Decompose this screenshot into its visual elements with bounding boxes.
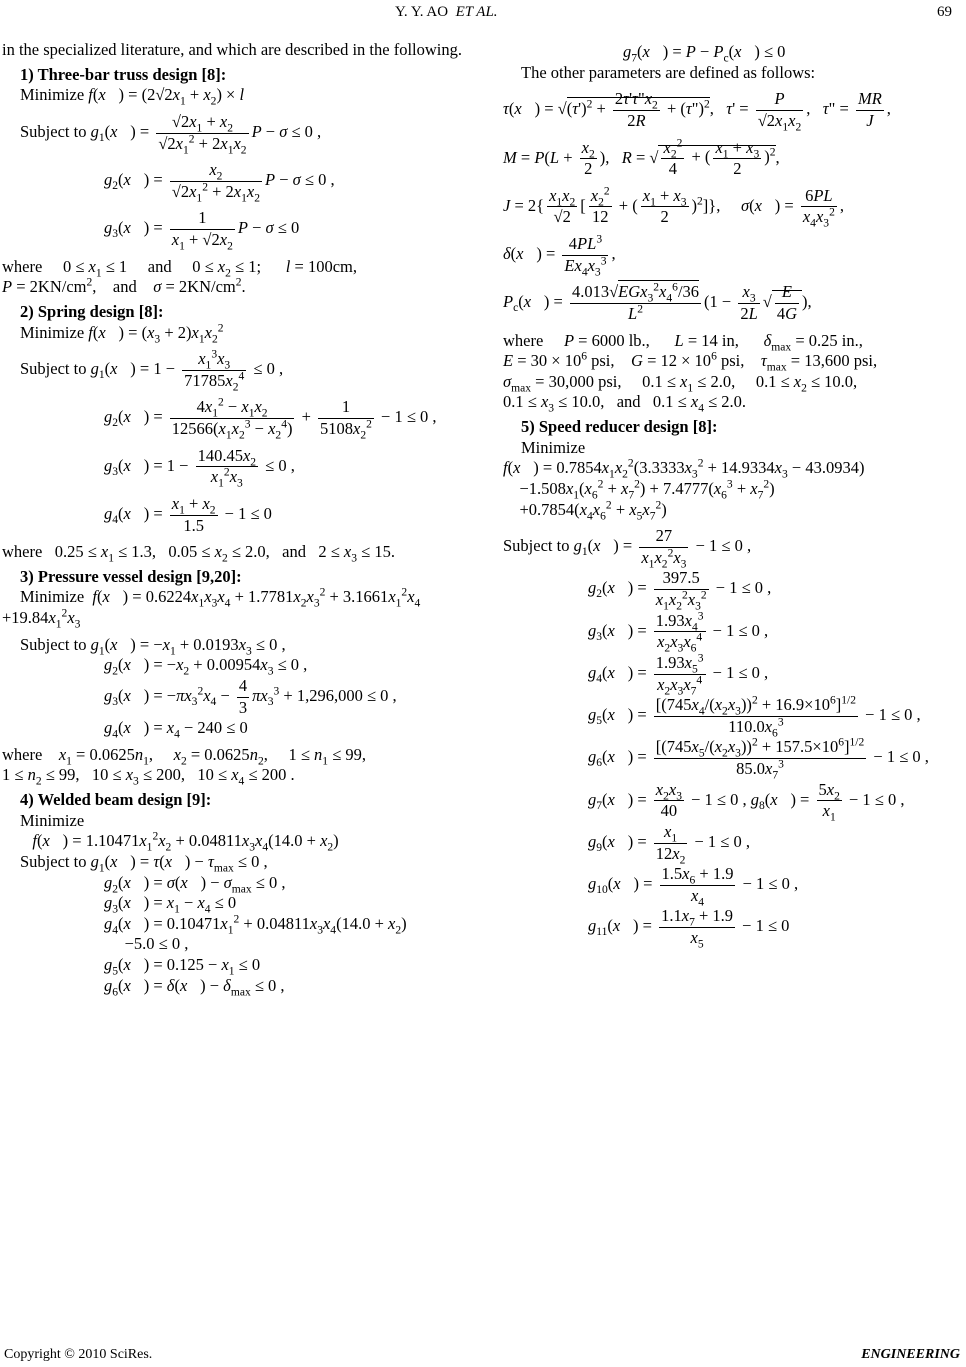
equation: $g_2(x⃗) = -x_2 + 0.00954x_3 \le 0$ , [104,655,308,678]
equation: f(x⃗) = $1.10471x_1^2x_2 + 0.04811x_3x_4(14.0 + x_2)$ [32,830,339,854]
intro-paragraph: in the specialized literature, and which are described in the following. [2,40,462,59]
right-column [503,42,963,949]
running-header: Y. Y. AO ET AL. [395,4,498,20]
equation: $g_6(x⃗)$ = $\frac{[(745x_5/(x_2x_3))^2 + 157.5\times 10^6]^{1/2}}{85.0x_7^3}$ − 1 ≤ 0 , [588,736,929,782]
journal-name: ENGINEERING [861,1347,960,1362]
equation: $-1.508x_1(x_6^2 + x_7^2) + 7.4777(x_6^3 + x_7^2)$ [503,478,775,502]
minimize-label: Minimize [521,437,586,457]
equation: $g_3(x⃗) = -\pi x_3^2x_4$ − $\frac{4}{3}$ $\pi x_3^3 + 1,296,000 \le 0$ , [104,675,397,717]
equation: Subject to $g_1(x⃗)$ = $\frac{√2x_1 + x_2}{√2x_1^2 + 2x_1x_2}$ P − σ ≤ 0 , [20,111,322,156]
constraint-text: $E = 30 \times 10^6$ psi, $G = 12 \times 10^6$ psi, $\tau_{max} = 13,600$ psi, [503,350,878,374]
minimize-label: Minimize [20,810,85,830]
equation: $g_7(x⃗) = P$ − $P_c(x⃗) \le 0$ [623,42,786,65]
section-welded-beam: 4) Welded beam design [9]: [20,790,212,809]
equation: $g_7(x⃗)$ = $\frac{x_2x_3}{40}$ − 1 ≤ 0 , $g_8(x⃗)$ = $\frac{5x_2}{x_1}$ − 1 ≤ 0 , [588,779,905,824]
equation: $g_2(x⃗)$ = $\frac{397.5}{x_1x_2^2x_3^2}$ − 1 ≤ 0 , [588,568,772,613]
equation: $g_2(x⃗)$ = $\frac{4x_1^2 - x_1x_2}{12566(x_1x_2^3 - x_2^4)}$ + $\frac{1}{5108x_2^2}$ − 1 ≤ 0 , [104,396,437,442]
equation: $g_{10}(x⃗)$ = $\frac{1.5x_6 + 1.9}{x_4}$ − 1 ≤ 0 , [588,864,799,909]
equation: Subject to $g_1(x⃗) = -x_1 + 0.0193x_3 \le 0$ , [20,634,286,657]
equation: $+0.7854(x_4x_6^2 + x_5x_7^2)$ [503,499,667,522]
equation: Minimize f(x⃗) = $(2√2x_1 + x_2) \times l$ [20,85,245,108]
equation: $g_3(x⃗)$ = $\frac{1}{x_1 + √2x_2}$ P − σ ≤ 0 [104,208,300,253]
section-speed-reducer: 5) Speed reducer design [8]: [521,417,718,436]
constraint-text: where $0 \le x_1 \le 1$ and $0 \le x_2 \le 1$; l = 100cm, [2,256,357,279]
equation: $g_4(x⃗)$ = $\frac{x_1 + x_2}{1.5}$ − 1 ≤ 0 [104,493,272,535]
constraint-text: $P = 2KN/cm^2$, and $\sigma = 2KN/cm^2$. [2,276,246,297]
equation: δ(x⃗) = $\frac{4PL^3}{Ex_4x_3^3}$ , [503,233,616,278]
equation: $g_5(x⃗)$ = $\frac{[(745x_4/(x_2x_3))^2 + 16.9\times 10^6]^{1/2}}{110.0x_6^3}$ − 1 ≤ 0 , [588,694,921,740]
equation: f(x⃗) = $0.7854x_1x_2^2(3.3333x_3^2 + 14.9334x_3 - 43.0934)$ [503,457,865,481]
equation: Subject to $g_1(x⃗) = 1$ − $\frac{x_1^3x_3}{71785x_2^4}$ ≤ 0 , [20,348,284,394]
equation: $g_5(x⃗) = 0.125 - x_1 \le 0$ [104,955,261,978]
equation: M = P(L + $\frac{x_2}{2}$ ), R = √ $\frac{x_2^2}{4}$ + ( $\frac{x_1 + x_3}{2}$ )$^2$, [503,137,780,179]
page-number: 69 [937,4,952,20]
equation: Subject to $g_1(x⃗)$ = τ(x⃗) − $\tau_{max} \le 0$ , [20,851,268,875]
equation: $g_3(x⃗) = x_1 - x_4 \le 0$ [104,893,237,916]
constraint-text: $0.1 \le x_3 \le 10.0$, and $0.1 \le x_4 \le 2.0$. [503,392,747,415]
equation: $+19.84x_1^2x_3$ [2,607,81,631]
constraint-text: where $0.25 \le x_1 \le 1.3$, $0.05 \le x_2 \le 2.0$, and $2 \le x_3 \le 15$. [2,542,395,565]
constraint-text: $\sigma_{max} = 30,000$ psi, $0.1 \le x_1 \le 2.0$, $0.1 \le x_2 \le 10.0$, [503,371,858,395]
section-three-bar-truss: 1) Three-bar truss design [8]: [20,64,227,84]
equation: $g_4(x⃗)$ = $\frac{1.93x_5^3}{x_2x_3x_7^4}$ − 1 ≤ 0 , [588,652,769,697]
section-pressure-vessel: 3) Pressure vessel design [9,20]: [20,566,242,586]
constraint-text: where $x_1 = 0.0625n_1$, $x_2 = 0.0625n_2$, $1 \le n_1 \le 99$, [2,744,366,768]
equation: J = 2{ $\frac{x_1x_2}{√2}$ [ $\frac{x_2^2}{12}$ + ( $\frac{x_1 + x_3}{2}$ )$^2$]}, σ(x⃗) = $\frac{6PL}{x_4x_3^2}$ , [503,185,844,230]
equation: $g_4(x⃗) = x_4 - 240 \le 0$ [104,718,248,741]
constraint-text: where P = 6000 lb., L = 14 in, $\delta_{max} = 0.25$ in., [503,330,863,353]
equation: $g_3(x⃗)$ = $\frac{1.93x_4^3}{x_2x_3x_6^4}$ − 1 ≤ 0 , [588,610,769,655]
equation: $g_3(x⃗) = 1$ − $\frac{140.45x_2}{x_1^2x_3}$ ≤ 0 , [104,445,295,490]
page-header [0,4,966,24]
left-column [2,40,464,996]
equation: $g_6(x⃗)$ = δ(x⃗) − $\delta_{max} \le 0$ , [104,975,285,998]
equation: $g_2(x⃗)$ = $\frac{x_2}{√2x_1^2 + 2x_1x_2}$ P − σ ≤ 0 , [104,160,335,205]
section-spring-design: 2) Spring design [8]: [20,301,164,321]
copyright: Copyright © 2010 SciRes. [4,1347,153,1362]
equation: $P_c(x⃗)$ = $\frac{4.013√EGx_3^2x_4^6/36}{L^2}$ (1 − $\frac{x_3}{2L}$ √ $\frac{E}{4G}$ ), [503,281,812,323]
equation: Minimize f(x⃗) = $(x_3 + 2)x_1x_2^2$ [20,322,224,345]
paragraph: The other parameters are defined as follows: [521,62,816,82]
page-footer [0,1343,966,1363]
equation: $g_4(x⃗) = 0.10471x_1^2 + 0.04811x_3x_4(14.0 + x_2)$ [104,913,407,937]
equation: Subject to $g_1(x⃗)$ = $\frac{27}{x_1x_2^2x_3}$ − 1 ≤ 0 , [503,526,752,571]
equation: τ(x⃗) = $√(\tau')^2$ + $\frac{2\tau'\tau"x_2}{2R}$ + (τ")$^2$, τ' = $\frac{P}{√2x_1x_2}$ , τ" = $\frac{MR}{J}$ , [503,89,891,134]
equation: Minimize f(x⃗) = $0.6224x_1x_3x_4 + 1.7781x_2x_3^2 + 3.1661x_1^2x_4$ [20,586,421,610]
equation: $g_{11}(x⃗)$ = $\frac{1.1x_7 + 1.9}{x_5}$ − 1 ≤ 0 [588,906,790,951]
equation: $g_9(x⃗)$ = $\frac{x_1}{12x_2}$ − 1 ≤ 0 , [588,821,750,866]
equation: −5.0 ≤ 0 , [104,934,189,954]
equation: $g_2(x⃗)$ = σ(x⃗) − $\sigma_{max} \le 0$ , [104,872,286,895]
constraint-text: $1 \le n_2 \le 99$, $10 \le x_3 \le 200$, $10 \le x_4 \le 200$ . [2,765,295,788]
